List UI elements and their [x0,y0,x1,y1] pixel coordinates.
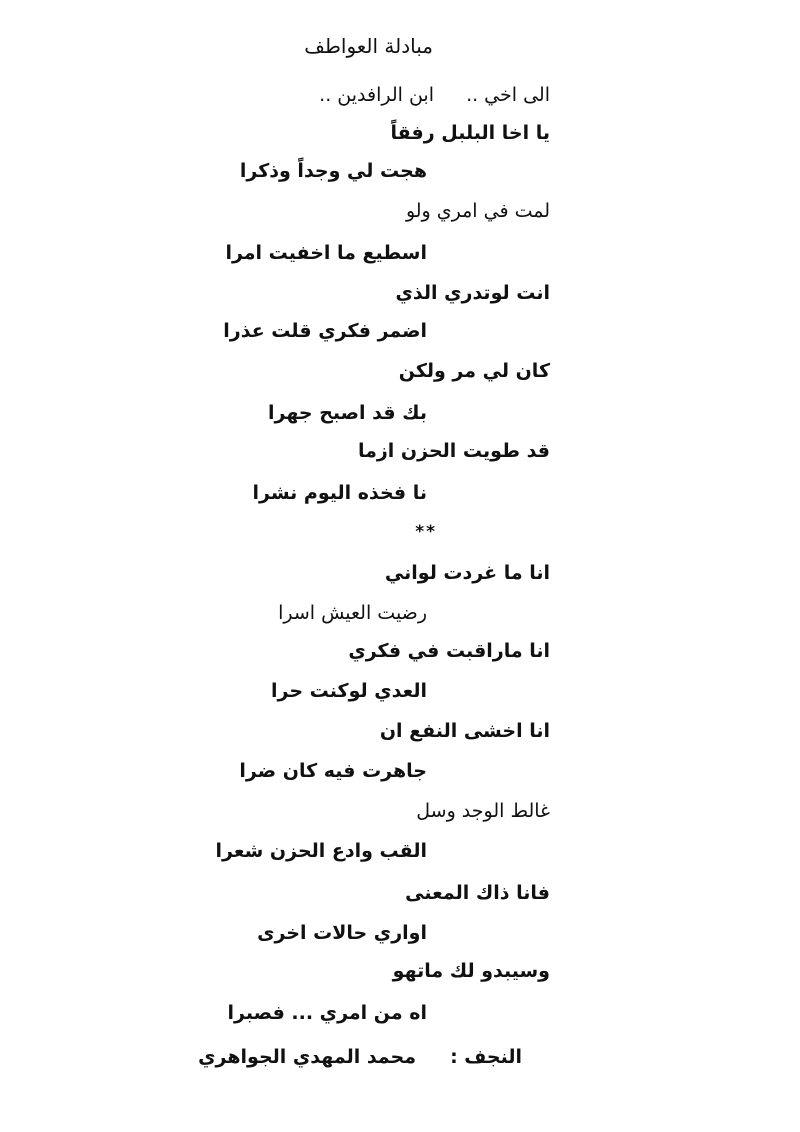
verse-line: وسيبدو لك ماتهو [392,960,550,982]
verse-line: انت لوتدري الذي [395,282,550,304]
dedication-to: الى اخي .. [466,84,550,106]
verse-line: غالط الوجد وسل [416,800,550,822]
verse-line: اضمر فكري قلت عذرا [223,320,427,342]
verse-line: كان لي مر ولكن [398,360,550,382]
signature-place: النجف : [450,1046,522,1068]
stanza-separator: ** [415,522,437,542]
verse-line: بك قد اصبح جهرا [268,402,427,424]
verse-line: انا ماراقبت في فكري [348,640,550,662]
verse-line: القب وادع الحزن شعرا [215,840,427,862]
verse-line: جاهرت فيه كان ضرا [239,760,427,782]
verse-line: اواري حالات اخرى [257,922,427,944]
verse-line: اسطيع ما اخفيت امرا [225,242,427,264]
verse-line: انا اخشى النفع ان [379,720,550,742]
poem-title: مبادلة العواطف [304,34,433,58]
verse-line: نا فخذه اليوم نشرا [252,482,427,504]
dedication-name: ابن الرافدين .. [319,84,434,106]
verse-line: العدي لوكنت حرا [271,680,427,702]
verse-line: لمت في امري ولو [405,200,550,222]
verse-line: قد طويت الحزن ازما [357,440,550,462]
verse-line: رضيت العيش اسرا [278,602,427,624]
verse-line: هجت لي وجداً وذكرا [239,160,427,182]
verse-line: انا ما غردت لواني [384,562,550,584]
verse-line: يا اخا البلبل رفقاً [390,122,550,144]
verse-line: فانا ذاك المعنى [405,882,550,904]
signature-name: محمد المهدي الجواهري [198,1046,416,1068]
verse-line: اه من امري ... فصبرا [227,1002,427,1024]
